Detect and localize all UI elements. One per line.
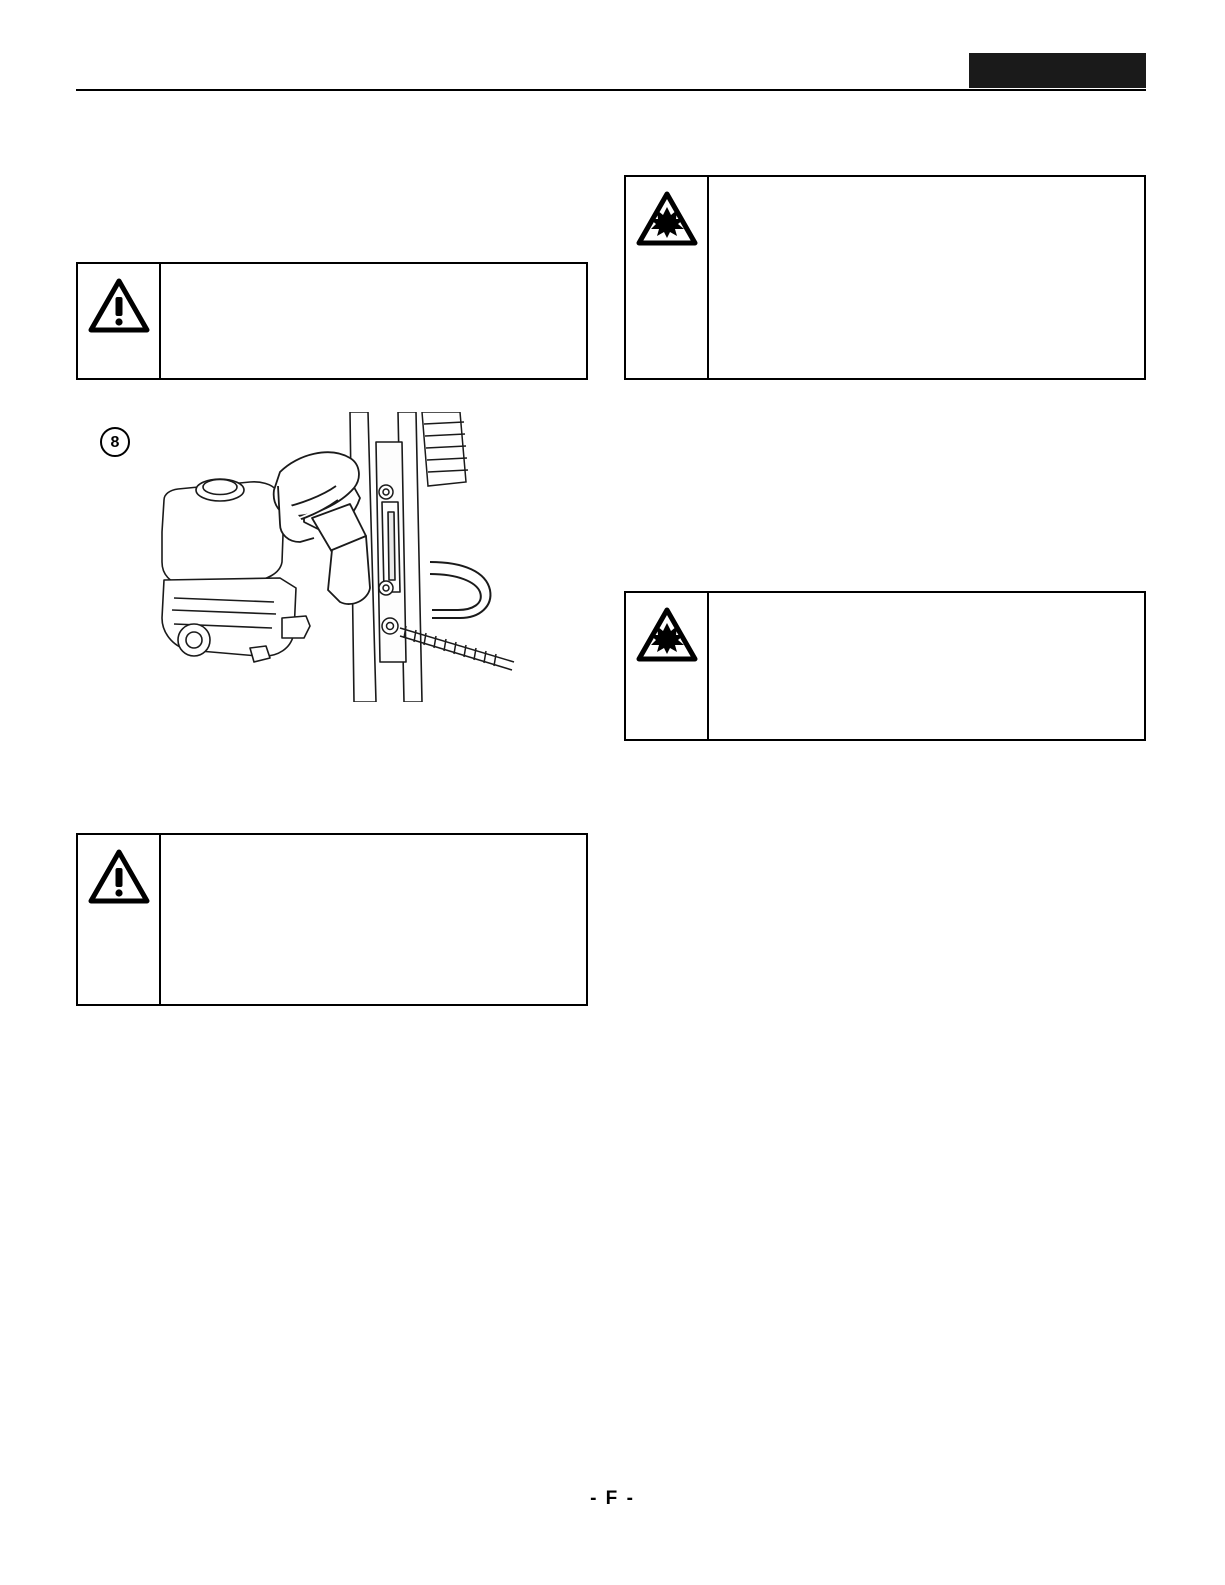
warning-body bbox=[709, 593, 1144, 739]
figure-step-8 bbox=[86, 412, 546, 704]
warning-icon-cell bbox=[626, 593, 709, 739]
warning-icon-cell bbox=[78, 264, 161, 378]
warning-body bbox=[709, 177, 1144, 378]
header-section-tab bbox=[969, 53, 1146, 88]
warning-body bbox=[161, 835, 586, 1004]
explosion-triangle-icon bbox=[636, 607, 698, 663]
warning-box-explosion-2 bbox=[624, 591, 1146, 741]
warning-triangle-icon bbox=[88, 849, 150, 905]
step-number-badge: 8 bbox=[100, 427, 130, 457]
engine-recoil-starter-illustration bbox=[154, 412, 524, 702]
warning-icon-cell bbox=[626, 177, 709, 378]
warning-body bbox=[161, 264, 586, 378]
warning-box-caution-1 bbox=[76, 262, 588, 380]
header-rule bbox=[76, 89, 1146, 91]
warning-triangle-icon bbox=[88, 278, 150, 334]
page-footer-marker: - F - bbox=[590, 1488, 635, 1509]
explosion-triangle-icon bbox=[636, 191, 698, 247]
warning-box-explosion-1 bbox=[624, 175, 1146, 380]
warning-icon-cell bbox=[78, 835, 161, 1004]
warning-box-caution-2 bbox=[76, 833, 588, 1006]
